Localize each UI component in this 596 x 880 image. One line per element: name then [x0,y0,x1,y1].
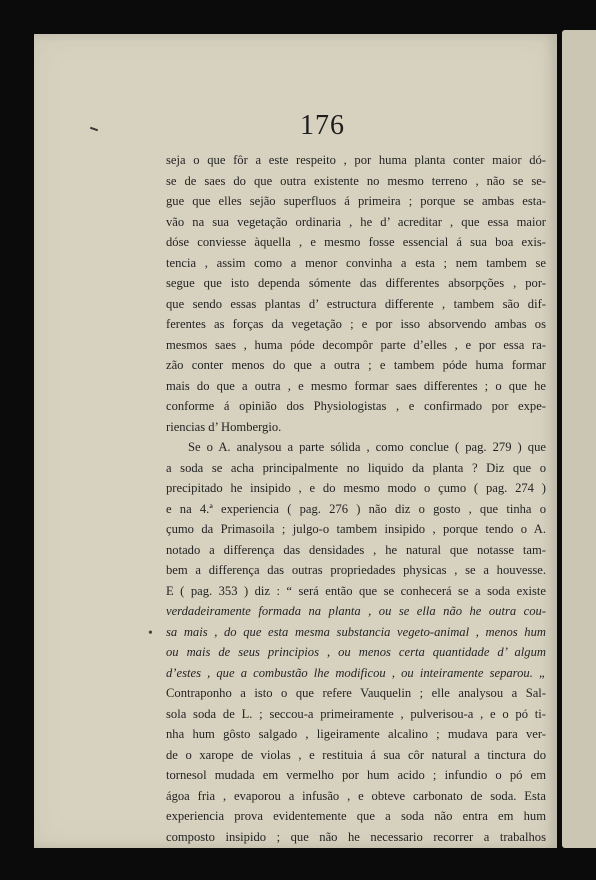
text-line: riencias d’ Hombergio. [166,419,282,434]
text-line: e na 4.ª experiencia ( pag. 276 ) não diz o gosto , que tinha o [166,501,546,516]
text-line: tornesol mudada em vermelho por hum acido ; infundio o pó em [166,768,546,782]
text-line: mais do que a outra , e mesmo formar saes differentes ; o que he [166,378,546,393]
quoted-text-line: ou mais de seus principios , ou menos certa quantidade d’ algum [166,645,546,659]
text-line: ferentes as forças da vegetação ; e por isso absorvendo ambas os [166,317,546,331]
text-line: çumo da Primasoila ; julgo-o tambem insipido , porque tendo o A. [166,522,546,536]
text-line: gue que elles sejão superfluos á primeira ; porque se ambas esta- [166,194,546,208]
quoted-text-line: verdadeiramente formada na planta , ou se ella não he outra cou- [166,604,546,618]
text-line: dóse conviesse àquella , e mesmo fosse essencial á sua boa exis- [166,235,546,249]
text-line: seja o que fôr a este respeito , por huma planta conter maior dó- [166,153,546,167]
text-line: mesmos saes , huma póde decompôr parte d’elles , e por essa ra- [166,337,546,352]
quoted-text-line: d’estes , que a combustão lhe modificou , ou inteiramente separou. „ [166,665,546,680]
text-line: a soda se acha principalmente no liquido da planta ? Diz que o [166,460,546,475]
text-line: conforme á opinião dos Physiologistas , e confirmado por expe- [166,399,546,413]
text-line: segue que isto dependa sómente das differentes absorpções , por- [166,276,546,290]
text-line: zão conter menos do que a outra ; e tambem póde huma formar [166,358,546,372]
text-line: composto insipido ; que não he necessario recorrer a trabalhos [166,829,546,844]
facing-page-edge [562,30,596,848]
text-line: Contraponho a isto o que refere Vauquelin ; elle analysou a Sal- [166,686,546,700]
page-number: 176 [300,110,345,141]
quoted-text-line: sa mais , do que esta mesma substancia vegeto-animal , menos hum [166,624,546,639]
text-line: de o xarope de violas , e restituia á sua côr natural a tinctura do [166,747,546,762]
page-body [166,150,546,847]
text-line: E ( pag. 353 ) diz : “ será então que se conhecerá se a soda existe [166,583,546,598]
text-line: tencia , assim como a menor convinha a esta ; nem tambem se [166,255,546,270]
text-line: precipitado he insipido , e do mesmo modo o çumo ( pag. 274 ) [166,481,546,495]
text-line: nha hum gôsto salgado , ligeiramente alcalino ; mudava para ver- [166,727,546,741]
margin-mark: • [148,626,153,641]
text-line: experiencia prova evidentemente que a soda não entra em hum [166,809,546,823]
text-line: notado a differença das densidades , he natural que notasse tam- [166,542,546,557]
text-line: bem a differença das outras propriedades physicas , se a houvesse. [166,563,546,577]
paragraph-start-line: Se o A. analysou a parte sólida , como conclue ( pag. 279 ) que [188,440,546,454]
text-line: se de saes do que outra existente no mesmo terreno , não se se- [166,173,546,188]
text-line: ágoa fria , evaporou a infusão , e obteve carbonato de soda. Esta [166,788,546,803]
text-line: que sendo essas plantas d’ estructura differente , tambem são dif- [166,296,546,311]
text-line: sola soda de L. ; seccou-a primeiramente , pulverisou-a , e o pó ti- [166,706,546,721]
text-line: vão na sua vegetação ordinaria , he d’ acreditar , que essa maior [166,214,546,229]
